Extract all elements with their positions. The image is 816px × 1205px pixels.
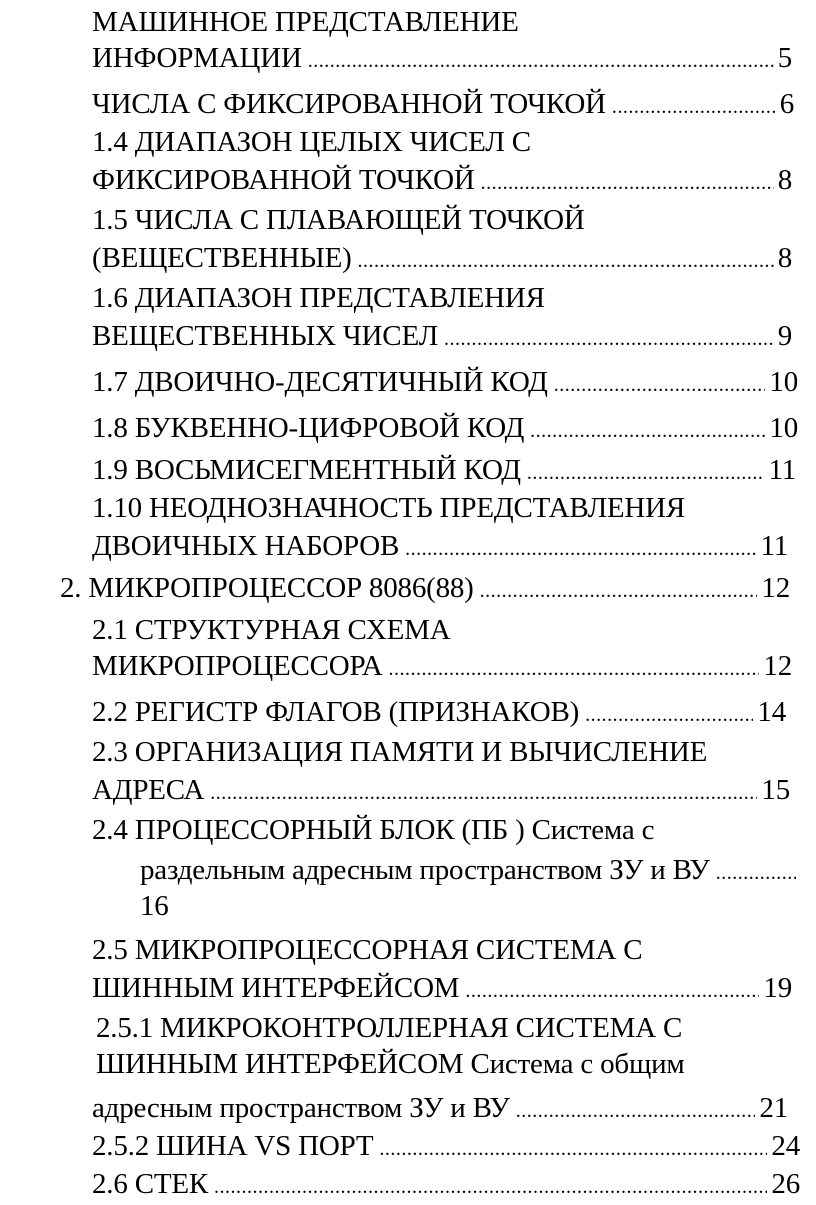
page-number: 11 — [768, 454, 796, 486]
page-number: 10 — [769, 412, 798, 444]
page-number: 12 — [763, 650, 792, 682]
leader-dots — [308, 43, 774, 79]
toc-entry[interactable] — [92, 1090, 788, 1129]
toc-entry[interactable] — [92, 648, 792, 687]
leader-dots — [210, 775, 757, 811]
toc-entry-text: ЧИСЛА С ФИКСИРОВАННОЙ ТОЧКОЙ — [92, 88, 606, 120]
page-number: 10 — [769, 366, 798, 398]
page-number: 26 — [771, 1168, 800, 1200]
leader-dots — [480, 573, 758, 609]
toc-entry[interactable] — [140, 852, 800, 891]
leader-dots — [405, 531, 756, 567]
toc-entry-text: 2.4 ПРОЦЕССОРНЫЙ БЛОК (ПБ ) Система с — [92, 814, 655, 846]
toc-entry[interactable] — [92, 86, 794, 125]
page-number: 16 — [140, 890, 169, 922]
toc-entry[interactable] — [92, 364, 798, 403]
toc-entry-text: 1.6 ДИАПАЗОН ПРЕДСТАВЛЕНИЯ — [92, 282, 545, 314]
leader-dots — [716, 855, 796, 891]
leader-dots — [530, 413, 765, 449]
page-number: 6 — [779, 88, 794, 120]
toc-entry-text: 1.7 ДВОИЧНО-ДЕСЯТИЧНЫЙ КОД — [92, 366, 548, 398]
toc-entry-text: раздельным адресным пространством ЗУ и ВУ — [140, 854, 710, 886]
page-number: 5 — [777, 42, 792, 74]
toc-entry-text: ШИННЫМ ИНТЕРФЕЙСОМ — [92, 972, 460, 1004]
toc-entry[interactable] — [92, 1166, 800, 1205]
page-number: 8 — [777, 164, 792, 196]
leader-dots — [481, 165, 774, 201]
toc-entry-text: (ВЕЩЕСТВЕННЫЕ) — [92, 242, 352, 274]
toc-entry[interactable] — [92, 528, 788, 567]
page-number: 21 — [759, 1092, 788, 1124]
toc-entry-text: 1.10 НЕОДНОЗНАЧНОСТЬ ПРЕДСТАВЛЕНИЯ — [92, 492, 686, 524]
toc-entry-text: 1.9 ВОСЬМИСЕГМЕНТНЫЙ КОД — [92, 454, 521, 486]
toc-entry[interactable] — [92, 694, 786, 733]
leader-dots — [612, 89, 776, 125]
page-number: 15 — [761, 774, 790, 806]
toc-entry[interactable] — [92, 1128, 800, 1167]
toc-entry[interactable] — [92, 772, 790, 811]
page-number: 12 — [761, 572, 790, 604]
toc-entry-text: ФИКСИРОВАННОЙ ТОЧКОЙ — [92, 164, 475, 196]
toc-entry-text: 2.1 СТРУКТУРНАЯ СХЕМА — [92, 614, 451, 646]
leader-dots — [527, 455, 765, 491]
toc-entry-text: ШИННЫМ ИНТЕРФЕЙСОМ Система с общим — [96, 1048, 685, 1080]
toc-entry-text: адресным пространством ЗУ и ВУ — [92, 1092, 510, 1124]
page-number: 8 — [777, 242, 792, 274]
toc-entry-text: 2.6 СТЕК — [92, 1168, 209, 1200]
page-number: 24 — [771, 1130, 800, 1162]
toc-entry-text: 1.4 ДИАПАЗОН ЦЕЛЫХ ЧИСЕЛ С — [92, 126, 531, 158]
leader-dots — [585, 697, 753, 733]
leader-dots — [465, 973, 759, 1009]
toc-entry-text: 2.2 РЕГИСТР ФЛАГОВ (ПРИЗНАКОВ) — [92, 696, 580, 728]
page-number: 19 — [763, 972, 792, 1004]
toc-entry-text: 1.5 ЧИСЛА С ПЛАВАЮЩЕЙ ТОЧКОЙ — [92, 204, 585, 236]
toc-entry[interactable] — [92, 162, 792, 201]
leader-dots — [389, 651, 760, 687]
leader-dots — [214, 1169, 767, 1205]
toc-entry-text: 2. МИКРОПРОЦЕССОР 8086(88) — [60, 572, 474, 604]
leader-dots — [554, 367, 766, 403]
page-number: 14 — [757, 696, 786, 728]
page-number: 9 — [777, 320, 792, 352]
toc-entry[interactable] — [92, 40, 792, 79]
leader-dots — [516, 1093, 756, 1129]
leader-dots — [358, 243, 774, 279]
toc-entry-text: 2.5.2 ШИНА VS ПОРТ — [92, 1130, 374, 1162]
toc-entry[interactable] — [92, 452, 796, 491]
toc-entry[interactable] — [92, 240, 792, 279]
toc-entry-text: ДВОИЧНЫХ НАБОРОВ — [92, 530, 400, 562]
page-number: 11 — [760, 530, 788, 562]
toc-entry-text: АДРЕСА — [92, 774, 205, 806]
toc-entry[interactable] — [60, 570, 790, 609]
leader-dots — [444, 321, 774, 357]
toc-entry-text: ВЕЩЕСТВЕННЫХ ЧИСЕЛ — [92, 320, 439, 352]
toc-entry[interactable] — [92, 410, 798, 449]
toc-entry[interactable] — [92, 318, 792, 357]
toc-entry-text: МАШИННОЕ ПРЕДСТАВЛЕНИЕ — [92, 6, 519, 38]
toc-entry-text: 1.8 БУКВЕННО-ЦИФРОВОЙ КОД — [92, 412, 525, 444]
toc-entry[interactable] — [92, 970, 792, 1009]
toc-entry-text: 2.5 МИКРОПРОЦЕССОРНАЯ СИСТЕМА С — [92, 934, 643, 966]
leader-dots — [379, 1131, 767, 1167]
toc-entry-text: 2.5.1 МИКРОКОНТРОЛЛЕРНАЯ СИСТЕМА С — [96, 1012, 683, 1044]
toc-entry-text: МИКРОПРОЦЕССОРА — [92, 650, 383, 682]
toc-entry-text: ИНФОРМАЦИИ — [92, 42, 302, 74]
toc-entry-text: 2.3 ОРГАНИЗАЦИЯ ПАМЯТИ И ВЫЧИСЛЕНИЕ — [92, 736, 708, 768]
